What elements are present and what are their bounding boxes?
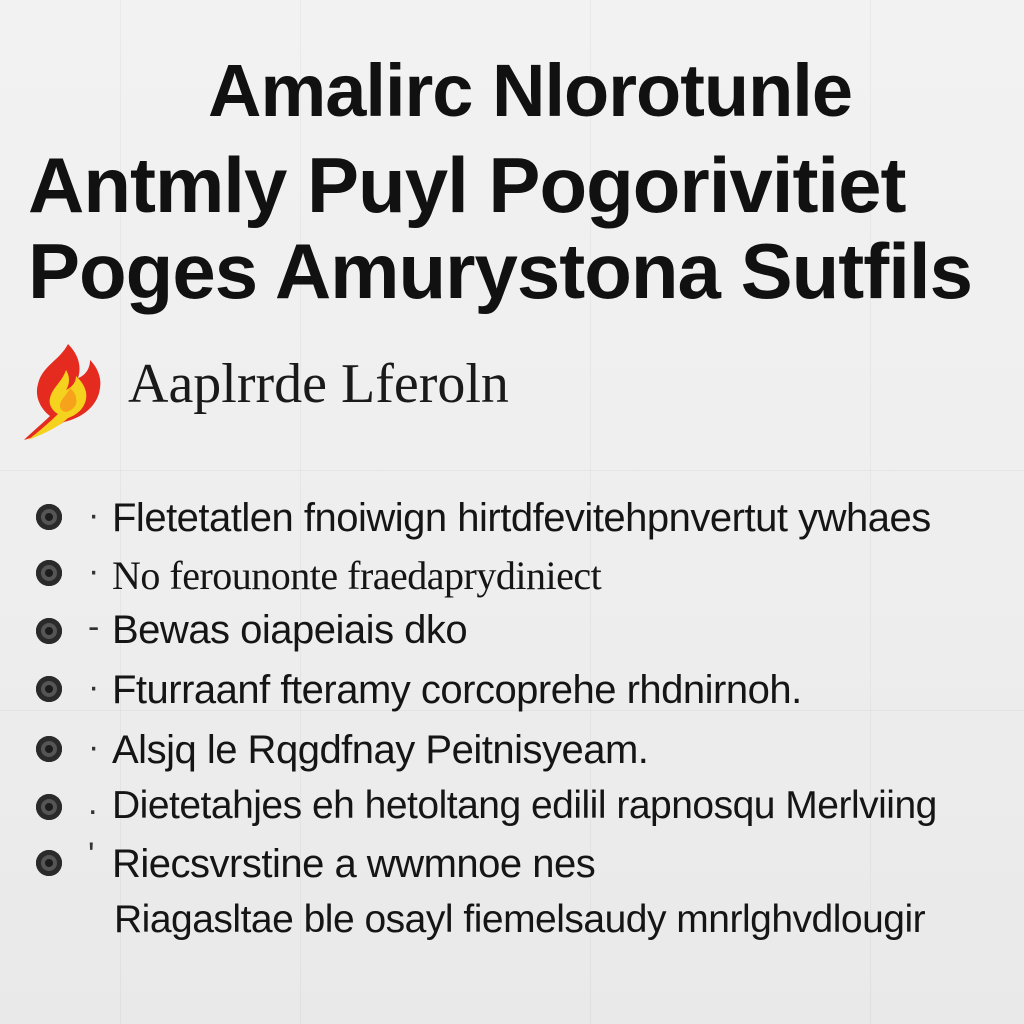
list-item — [0, 492, 1024, 548]
bullet-text: Bewas oiapeiais dko — [112, 608, 468, 652]
flame-icon — [20, 340, 110, 444]
list-item — [0, 780, 1024, 836]
bullet-marker: ' — [88, 836, 95, 874]
list-item — [0, 546, 1024, 602]
grid-line — [0, 470, 1024, 471]
bullet-dot — [36, 676, 62, 702]
list-item — [0, 836, 1024, 898]
bullet-marker: · — [88, 496, 100, 534]
bullet-text: Alsjq le Rqgdfnay Peitnisyeam. — [112, 728, 649, 772]
bullet-marker: · — [88, 728, 100, 766]
bullet-dot — [36, 850, 62, 876]
bullet-dot — [36, 618, 62, 644]
bullet-continuation-text: Riagasltae ble osayl fiemelsaudy mnrlghvdlougir — [114, 898, 926, 941]
title-line-3: Poges Amurystona Sutfils — [28, 227, 972, 315]
title-line-1: Amalirc Nlorotunle — [208, 49, 852, 132]
bullet-marker: · — [88, 668, 100, 706]
bullet-dot — [36, 560, 62, 586]
bullet-text: Fturraanf fteramy corcoprehe rhdnirnoh. — [112, 668, 802, 712]
section-heading: Aaplrrde Lferoln — [128, 353, 509, 415]
bullet-text: No ferounonte fraedaprydiniect — [112, 553, 602, 598]
bullet-marker: · — [88, 552, 100, 590]
bullet-marker: - — [88, 608, 100, 646]
bullet-text: Riecsvrstine a wwmnoe nes — [112, 842, 596, 886]
list-item — [0, 722, 1024, 778]
list-item — [0, 604, 1024, 660]
title-line-2: Antmly Puyl Pogorivitiet — [28, 141, 906, 229]
list-item-continuation — [0, 898, 1024, 954]
list-item — [0, 664, 1024, 720]
bullet-dot — [36, 504, 62, 530]
bullet-dot — [36, 794, 62, 820]
bullet-marker: . — [88, 784, 98, 822]
bullet-dot — [36, 736, 62, 762]
bullet-text: Dietetahjes eh hetoltang edilil rapnosqu Merlviing — [112, 784, 937, 827]
bullet-text: Fletetatlen fnoiwign hirtdfevitehpnvertut ywhaes — [112, 496, 931, 540]
